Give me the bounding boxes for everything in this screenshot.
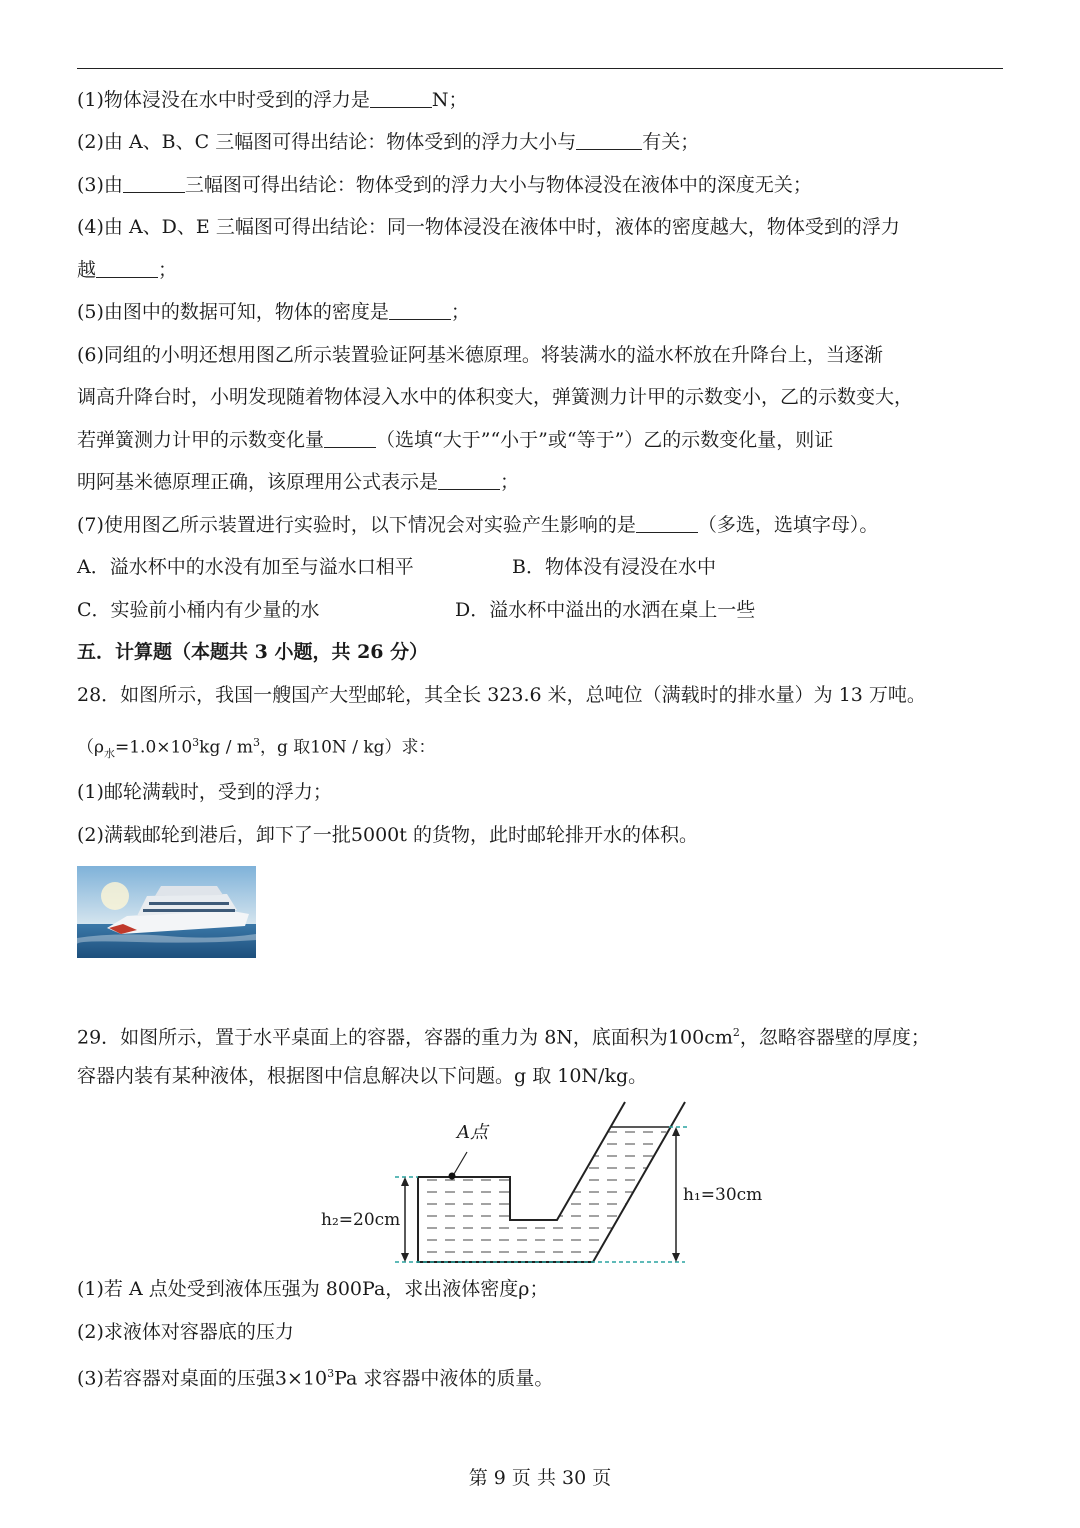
q29-part3-sup: 3 (327, 1367, 335, 1380)
q27-part5-text: (5)由图中的数据可知，物体的密度是 (77, 301, 389, 323)
q29-part3 (77, 1362, 1003, 1390)
section-heading: 五．计算题（本题共 3 小题，共 26 分） (77, 641, 429, 663)
q28-given-sup2: 3 (253, 736, 260, 749)
q29-part2: (2)求液体对容器底的压力 (77, 1321, 294, 1343)
q29-stem-text-a: 29．如图所示，置于水平桌面上的容器，容器的重力为 8N，底面积为100cm (77, 1026, 733, 1049)
q29-stem-text-b: ，忽略容器壁的厚度； (739, 1026, 930, 1049)
page-footer: 第 9 页 共 30 页 (468, 1467, 612, 1489)
label-h2: h₂=20cm (321, 1210, 401, 1230)
answer-blank[interactable] (370, 89, 432, 108)
q27-part2 (77, 130, 1003, 154)
option-b: B．物体没有浸没在水中 (512, 556, 716, 578)
q27-part4 (77, 215, 1003, 239)
answer-blank[interactable] (576, 131, 642, 150)
q27-part4-cont-text: 越 (77, 259, 97, 281)
q28-part2: (2)满载邮轮到港后，卸下了一批5000t 的货物，此时邮轮排开水的体积。 (77, 824, 698, 846)
q27-part6-text-3a: 若弹簧测力计甲的示数变化量 (77, 429, 325, 451)
q28-given-sup: 3 (192, 736, 200, 749)
q27-part6-text-1: (6)同组的小明还想用图乙所示装置验证阿基米德原理。将装满水的溢水杯放在升降台上，当逐渐 (77, 344, 883, 366)
q27-part6-line1 (77, 343, 1003, 367)
q27-part3-text-b: 三幅图可得出结论：物体受到的浮力大小与物体浸没在液体中的深度无关； (184, 174, 812, 196)
q29-part3-text-a: (3)若容器对桌面的压强3×10 (77, 1367, 328, 1390)
label-h1: h₁=30cm (683, 1185, 763, 1205)
q27-part6-line3 (77, 428, 1003, 452)
q27-part6-text-3b: （选填“大于”“小于”或“等于”）乙的示数变化量，则证 (376, 429, 834, 451)
q27-part2-text: (2)由 A、B、C 三幅图可得出结论：物体受到的浮力大小与 (77, 131, 577, 153)
q27-part6-line2 (77, 385, 1003, 409)
q28-part1: (1)邮轮满载时，受到的浮力； (77, 781, 332, 803)
cruise-ship-image (77, 866, 256, 958)
option-d: D．溢水杯中溢出的水洒在桌上一些 (455, 599, 756, 621)
answer-blank[interactable] (324, 429, 376, 448)
q27-part6-text-2: 调高升降台时，小明发现随着物体浸入水中的体积变大，弹簧测力计甲的示数变小，乙的示数变大， (77, 386, 914, 408)
label-a-point: A点 (457, 1122, 488, 1143)
q27-part1-end: N； (431, 89, 468, 111)
q27-part5-end: ； (450, 301, 470, 323)
q27-part4-cont (77, 258, 1003, 282)
q28-given-d: ，g 取10N / kg）求： (260, 737, 436, 758)
q27-part6-end: ； (500, 471, 520, 493)
answer-blank[interactable] (389, 301, 451, 320)
q27-part1-text: (1)物体浸没在水中时受到的浮力是 (77, 89, 370, 111)
q28-stem: 28．如图所示，我国一艘国产大型邮轮，其全长 323.6 米，总吨位（满载时的排水量）为 13 万吨。 (77, 684, 926, 706)
q27-part2-end: 有关； (642, 131, 700, 153)
q29-stem-line1 (77, 1021, 1003, 1049)
q28-given (77, 731, 1003, 766)
q29-part1: (1)若 A 点处受到液体压强为 800Pa，求出液体密度ρ； (77, 1278, 549, 1300)
q27-part7-end: （多选，选填字母）。 (697, 514, 879, 536)
top-rule (77, 68, 1003, 69)
q28-given-sub: 水 (104, 747, 115, 761)
q27-part7 (77, 513, 1003, 537)
answer-blank[interactable] (438, 471, 500, 490)
q27-part3 (77, 173, 1003, 197)
q28-given-rho: （ρ (77, 737, 104, 758)
q27-part3-text-a: (3)由 (77, 174, 123, 196)
q27-part4-end: ； (158, 259, 178, 281)
answer-blank[interactable] (636, 514, 698, 533)
option-a: A．溢水杯中的水没有加至与溢水口相平 (77, 556, 414, 578)
container-figure (315, 1090, 785, 1270)
q28-given-b: =1.0×10 (115, 737, 193, 758)
answer-blank[interactable] (123, 174, 185, 193)
answer-blank[interactable] (96, 259, 158, 278)
q27-part6-text-4: 明阿基米德原理正确，该原理用公式表示是 (77, 471, 439, 493)
option-c: C．实验前小桶内有少量的水 (77, 599, 320, 621)
q28-given-c: kg / m (199, 737, 253, 758)
q29-stem-sup: 2 (732, 1026, 740, 1039)
q29-part3-text-b: Pa 求容器中液体的质量。 (334, 1367, 554, 1390)
q27-part1 (77, 88, 1003, 112)
q29-stem-line2: 容器内装有某种液体，根据图中信息解决以下问题。g 取 10N/kg。 (77, 1065, 648, 1087)
q27-part5 (77, 300, 1003, 324)
q27-part7-text: (7)使用图乙所示装置进行实验时，以下情况会对实验产生影响的是 (77, 514, 636, 536)
q27-part4-text: (4)由 A、D、E 三幅图可得出结论：同一物体浸没在液体中时，液体的密度越大，物体受到的浮力 (77, 216, 900, 238)
q27-part6-line4 (77, 470, 1003, 494)
